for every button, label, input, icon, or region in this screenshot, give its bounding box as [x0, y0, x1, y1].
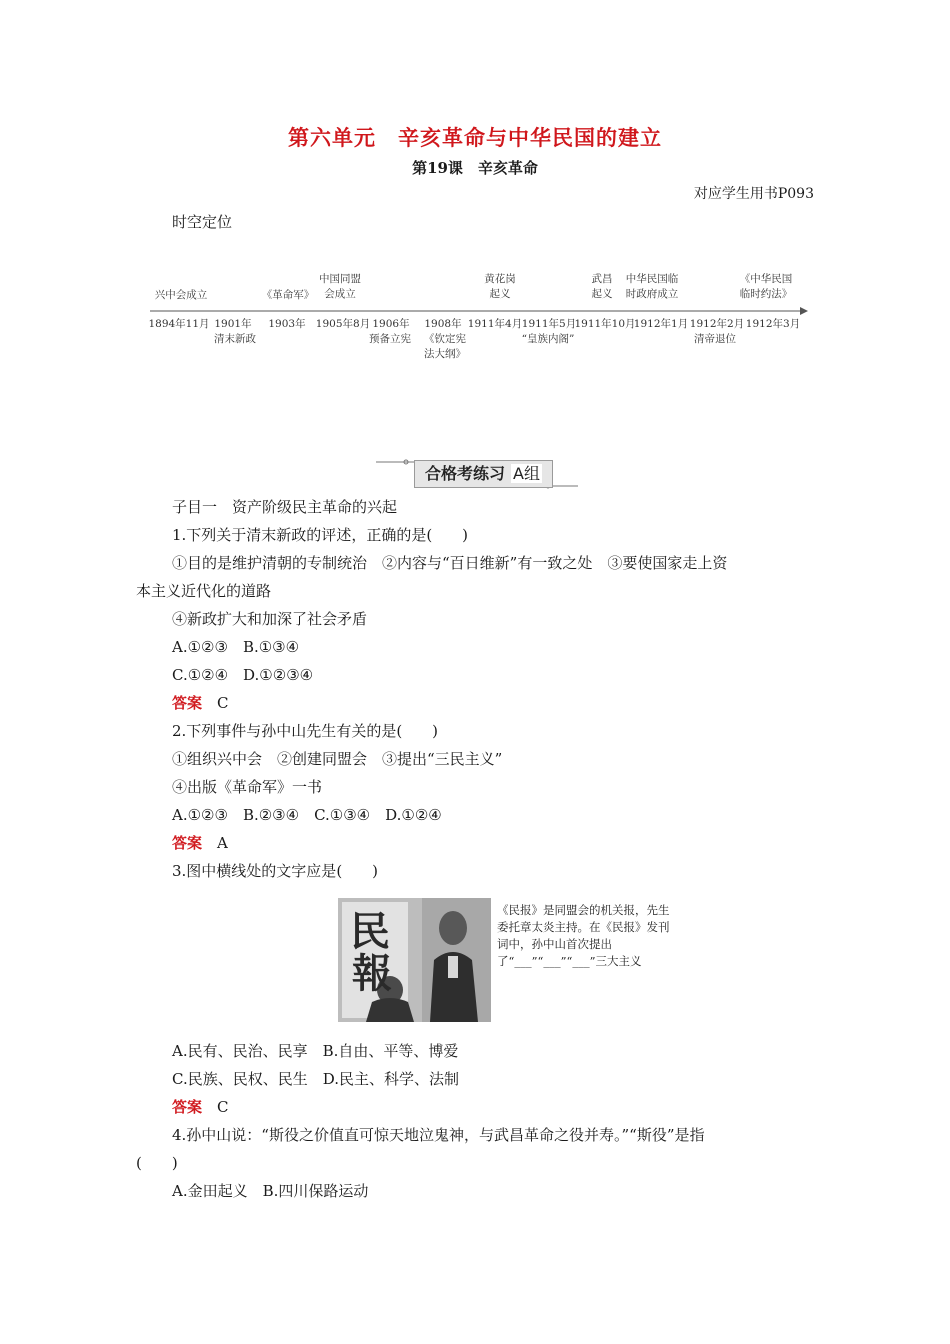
- badge-label: 合格考练习: [425, 464, 506, 483]
- question-2-options: ④出版《革命军》一书: [172, 778, 323, 796]
- photo-char-2: 報: [352, 950, 392, 997]
- timeline-event: 黄花岗 起义: [484, 273, 516, 300]
- timeline-event: 武昌 起义: [591, 273, 613, 300]
- answer-value: C: [217, 694, 229, 712]
- timeline-date: 1911年10月: [574, 318, 636, 330]
- answer-label: 答案: [172, 1098, 203, 1116]
- question-2-choices: A.①②③ B.②③④ C.①③④ D.①②④: [172, 806, 442, 824]
- timeline-event: 兴中会成立: [154, 289, 208, 301]
- photo-char-1: 民: [350, 908, 390, 955]
- page-reference: 对应学生用书P093: [693, 186, 814, 202]
- question-1-choices: C.①②④ D.①②③④: [172, 666, 314, 684]
- question-1-answer: [172, 693, 229, 713]
- timeline-section-title: 时空定位: [172, 213, 233, 231]
- timeline-event: 《中华民国 临时约法》: [739, 273, 793, 300]
- timeline-date: 1901年: [214, 318, 252, 330]
- practice-badge: [372, 456, 582, 492]
- question-4-choices: A.金田起义 B.四川保路运动: [172, 1182, 369, 1200]
- timeline-date: 1912年2月: [689, 318, 745, 330]
- question-2-stem: 2.下列事件与孙中山先生有关的是( ): [172, 722, 439, 740]
- timeline-date: 1905年8月: [315, 318, 371, 330]
- min-bao-photo: [338, 898, 491, 1022]
- question-3-stem: 3.图中横线处的文字应是( ): [172, 862, 379, 880]
- question-3-choices: A.民有、民治、民享 B.自由、平等、博爱: [172, 1042, 459, 1060]
- timeline-event-below: 清帝退位: [694, 333, 736, 345]
- timeline-date: 1903年: [268, 318, 306, 330]
- question-1-stem: 1.下列关于清末新政的评述，正确的是( ): [172, 526, 469, 544]
- answer-value: C: [217, 1098, 229, 1116]
- timeline-event: 中国同盟 会成立: [319, 273, 361, 300]
- question-3-choices: C.民族、民权、民生 D.民主、科学、法制: [172, 1070, 459, 1088]
- answer-label: 答案: [172, 834, 203, 852]
- badge-label-box: [414, 460, 553, 488]
- question-2-answer: [172, 833, 228, 853]
- timeline-date: 1912年3月: [745, 318, 801, 330]
- question-1-options: ①目的是维护清朝的专制统治 ②内容与“百日维新”有一致之处 ③要使国家走上资: [172, 554, 728, 572]
- timeline-date: 1906年: [372, 318, 410, 330]
- timeline-date: 1911年5月: [521, 318, 577, 330]
- timeline-event-below: 《钦定宪 法大纲》: [424, 333, 466, 360]
- timeline-event-below: “皇族内阁”: [521, 333, 575, 345]
- answer-label: 答案: [172, 694, 203, 712]
- badge-group: A组: [513, 464, 540, 483]
- timeline-event-below: 预备立宪: [369, 333, 411, 345]
- question-3-answer: [172, 1097, 229, 1117]
- question-1-option-4: ④新政扩大和加深了社会矛盾: [172, 610, 368, 628]
- question-4-stem: 4.孙中山说：“斯役之价值直可惊天地泣鬼神，与武昌革命之役并寿。”“斯役”是指: [172, 1126, 705, 1144]
- answer-value: A: [217, 834, 228, 852]
- timeline-date: 1912年1月: [633, 318, 689, 330]
- question-2-options: ①组织兴中会 ②创建同盟会 ③提出“三民主义”: [172, 750, 503, 768]
- timeline-date: 1894年11月: [148, 318, 210, 330]
- timeline: [0, 0, 950, 380]
- timeline-event: 中华民国临 时政府成立: [625, 273, 679, 300]
- question-4-stem-cont: ( ): [136, 1154, 178, 1172]
- question-1-options-cont: 本主义近代化的道路: [136, 582, 272, 600]
- timeline-event: 《革命军》: [261, 289, 315, 301]
- timeline-date: 1911年4月: [467, 318, 523, 330]
- lesson-title: 第19课 辛亥革命: [412, 159, 538, 177]
- photo-caption: 《民报》是同盟会的机关报，先生委托章太炎主持。在《民报》发刊词中，孙中山首次提出了“___”“___”“___”三大主义: [497, 903, 670, 968]
- timeline-event-below: 清末新政: [214, 333, 256, 345]
- timeline-date: 1908年: [424, 318, 462, 330]
- timeline-arrow-icon: [800, 307, 808, 315]
- question-1-choices: A.①②③ B.①③④: [172, 638, 300, 656]
- unit-title: 第六单元 辛亥革命与中华民国的建立: [288, 125, 662, 150]
- subsection-title: 子目一 资产阶级民主革命的兴起: [172, 498, 398, 516]
